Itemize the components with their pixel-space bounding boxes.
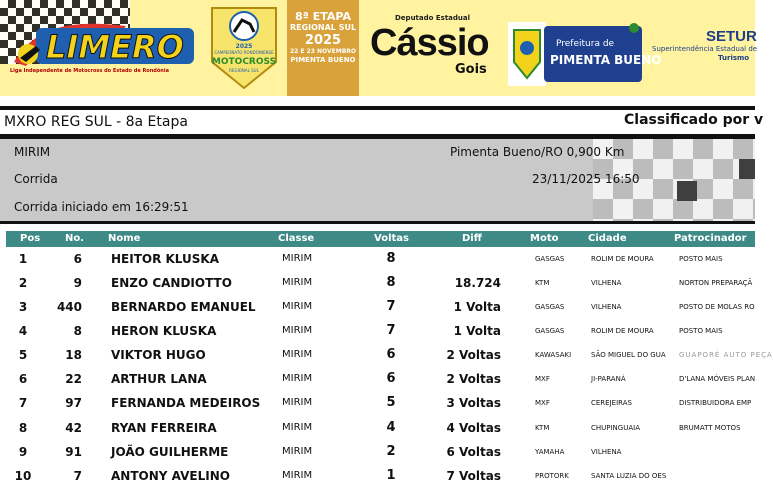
row-number: 8 xyxy=(73,324,82,338)
table-row xyxy=(0,391,755,415)
row-laps: 8 xyxy=(386,275,396,290)
deputy-name-logo: Cássio xyxy=(370,22,489,64)
table-row xyxy=(0,367,755,391)
row-pos: 9 xyxy=(18,445,28,459)
row-name: ENZO CANDIOTTO xyxy=(111,276,232,290)
row-class: MIRIM xyxy=(282,277,313,288)
row-laps: 7 xyxy=(386,299,396,314)
table-row xyxy=(0,343,773,367)
table-row xyxy=(0,271,755,295)
row-name: JOÃO GUILHERME xyxy=(111,445,229,459)
row-diff: 3 Voltas xyxy=(446,396,501,410)
row-pos: 10 xyxy=(14,469,32,483)
row-pos: 8 xyxy=(18,421,28,435)
row-city: VILHENA xyxy=(591,448,622,456)
setur-title: SETUR xyxy=(706,28,757,45)
row-city: ROLIM DE MOURA xyxy=(591,255,654,263)
row-laps: 6 xyxy=(386,347,396,362)
deputy-label: Deputado Estadual xyxy=(395,14,471,22)
row-moto: MXF xyxy=(535,399,550,407)
row-pos: 4 xyxy=(18,324,28,338)
table-row xyxy=(0,247,755,271)
row-diff: 2 Voltas xyxy=(446,372,501,386)
sponsor-banner xyxy=(0,0,758,96)
prefeitura-pimenta-bueno-logo xyxy=(508,22,662,86)
deputy-surname: Gois xyxy=(455,62,487,77)
row-number: 42 xyxy=(65,421,82,435)
row-number: 440 xyxy=(56,300,82,314)
row-moto: PROTORK xyxy=(535,472,569,480)
row-number: 6 xyxy=(73,252,82,266)
row-laps: 5 xyxy=(386,395,396,410)
row-pos: 6 xyxy=(18,372,28,386)
datetime-label: 23/11/2025 16:50 xyxy=(532,172,640,186)
location-label: Pimenta Bueno/RO 0,900 Km xyxy=(450,145,625,159)
row-moto: KAWASAKI xyxy=(535,351,572,359)
row-number: 9 xyxy=(73,276,82,290)
col-number: No. xyxy=(65,233,85,244)
row-number: 97 xyxy=(65,396,82,410)
row-sponsor: D'LANA MÓVEIS PLAN xyxy=(679,375,756,383)
sort-label: Classificado por v xyxy=(624,112,764,128)
row-laps: 6 xyxy=(386,371,396,386)
row-class: MIRIM xyxy=(282,325,313,336)
row-sponsor: DISTRIBUIDORA EMP xyxy=(679,399,752,407)
category-label: MIRIM xyxy=(14,145,51,159)
row-name: ARTHUR LANA xyxy=(111,372,207,386)
limero-subtitle: Liga Independente de Motocross do Estado de Rondônia xyxy=(10,68,169,74)
col-name: Nome xyxy=(108,233,141,244)
col-class: Classe xyxy=(278,233,315,244)
row-diff: 4 Voltas xyxy=(446,421,501,435)
setur-subtitle-2: Turismo xyxy=(718,54,750,62)
table-row xyxy=(0,319,755,343)
row-city: SÃO MIGUEL DO GUA xyxy=(591,351,666,359)
row-pos: 5 xyxy=(18,348,28,362)
row-laps: 2 xyxy=(386,444,396,459)
row-name: BERNARDO EMANUEL xyxy=(111,300,256,314)
row-class: MIRIM xyxy=(282,446,313,457)
table-row xyxy=(0,440,755,464)
results-table-header xyxy=(6,231,755,247)
row-name: RYAN FERREIRA xyxy=(111,421,217,435)
stage-dates: 22 E 23 NOVEMBRO xyxy=(289,48,357,56)
session-label: Corrida xyxy=(14,172,58,186)
row-city: SANTA LUZIA DO OES xyxy=(591,472,667,480)
row-city: CHUPINGUAIA xyxy=(591,424,640,432)
badge-title: MOTOCROSS xyxy=(211,57,277,67)
row-number: 91 xyxy=(65,445,82,459)
col-city: Cidade xyxy=(588,233,627,244)
row-number: 7 xyxy=(73,469,82,483)
setur-subtitle: Superintendência Estadual de xyxy=(652,45,758,53)
table-row xyxy=(0,295,755,319)
row-city: VILHENA xyxy=(591,279,622,287)
row-city: JI-PARANÁ xyxy=(591,375,626,383)
row-name: HERON KLUSKA xyxy=(111,324,217,338)
table-row xyxy=(0,464,755,488)
badge-sub: REGIONAL SUL xyxy=(229,68,259,73)
row-moto: KTM xyxy=(535,279,550,287)
race-start-label: Corrida iniciado em 16:29:51 xyxy=(14,200,189,214)
row-diff: 18.724 xyxy=(454,276,501,290)
flag-square xyxy=(739,159,755,179)
row-diff: 6 Voltas xyxy=(446,445,501,459)
col-laps: Voltas xyxy=(374,233,409,244)
row-name: ANTONY AVELINO xyxy=(111,469,230,483)
prefeitura-city: PIMENTA BUENO xyxy=(550,53,662,67)
row-class: MIRIM xyxy=(282,253,313,264)
row-name: FERNANDA MEDEIROS xyxy=(111,396,261,410)
row-sponsor: NORTON PREPARAÇÃ xyxy=(679,279,753,287)
row-laps: 8 xyxy=(386,251,396,266)
title-bar xyxy=(0,110,764,134)
row-pos: 7 xyxy=(18,396,28,410)
col-moto: Moto xyxy=(530,233,559,244)
flag-square xyxy=(677,181,697,201)
event-title: MXRO REG SUL - 8a Etapa xyxy=(4,114,188,130)
row-sponsor: BRUMATT MOTOS xyxy=(679,424,741,432)
prefeitura-label: Prefeitura de xyxy=(556,39,615,49)
col-sponsor: Patrocinador xyxy=(674,233,747,244)
row-number: 18 xyxy=(65,348,82,362)
row-name: HEITOR KLUSKA xyxy=(111,252,219,266)
row-laps: 7 xyxy=(386,323,396,338)
row-moto: GASGAS xyxy=(535,303,565,311)
stage-number: 8ª ETAPA xyxy=(295,10,351,23)
col-diff: Diff xyxy=(462,233,482,244)
row-city: ROLIM DE MOURA xyxy=(591,327,654,335)
event-stage-box xyxy=(287,0,359,96)
table-row xyxy=(0,416,755,440)
row-diff: 7 Voltas xyxy=(446,469,501,483)
row-moto: YAMAHA xyxy=(535,448,565,456)
row-class: MIRIM xyxy=(282,422,313,433)
stage-region: REGIONAL SUL xyxy=(289,23,357,33)
row-sponsor: POSTO DE MOLAS RO xyxy=(679,303,755,311)
row-city: VILHENA xyxy=(591,303,622,311)
row-moto: GASGAS xyxy=(535,255,565,263)
row-sponsor: GUAPORÉ AUTO PEÇA xyxy=(679,351,773,359)
row-name: VIKTOR HUGO xyxy=(111,348,206,362)
row-number: 22 xyxy=(65,372,82,386)
col-pos: Pos xyxy=(20,233,41,244)
motocross-championship-badge xyxy=(206,2,282,90)
row-class: MIRIM xyxy=(282,397,313,408)
row-class: MIRIM xyxy=(282,373,313,384)
row-class: MIRIM xyxy=(282,349,313,360)
divider xyxy=(0,221,755,224)
limero-logo-text: LIMERO xyxy=(46,28,184,66)
row-moto: KTM xyxy=(535,424,550,432)
row-sponsor: POSTO MAIS xyxy=(679,255,723,263)
row-pos: 1 xyxy=(18,252,28,266)
row-moto: GASGAS xyxy=(535,327,565,335)
row-sponsor: POSTO MAIS xyxy=(679,327,723,335)
badge-text: CAMPEONATO RONDONIENSE xyxy=(214,50,274,55)
stage-year: 2025 xyxy=(304,32,342,48)
row-diff: 2 Voltas xyxy=(446,348,501,362)
row-city: CEREJEIRAS xyxy=(591,399,632,407)
row-pos: 2 xyxy=(18,276,28,290)
row-diff: 1 Volta xyxy=(453,324,501,338)
row-laps: 4 xyxy=(386,420,396,435)
stage-city: PIMENTA BUENO xyxy=(290,55,356,64)
row-class: MIRIM xyxy=(282,301,313,312)
row-pos: 3 xyxy=(18,300,28,314)
race-info-panel xyxy=(0,139,755,221)
row-diff: 1 Volta xyxy=(453,300,501,314)
row-class: MIRIM xyxy=(282,470,313,481)
row-laps: 1 xyxy=(386,468,396,483)
badge-year: 2025 xyxy=(235,43,253,50)
row-moto: MXF xyxy=(535,375,550,383)
